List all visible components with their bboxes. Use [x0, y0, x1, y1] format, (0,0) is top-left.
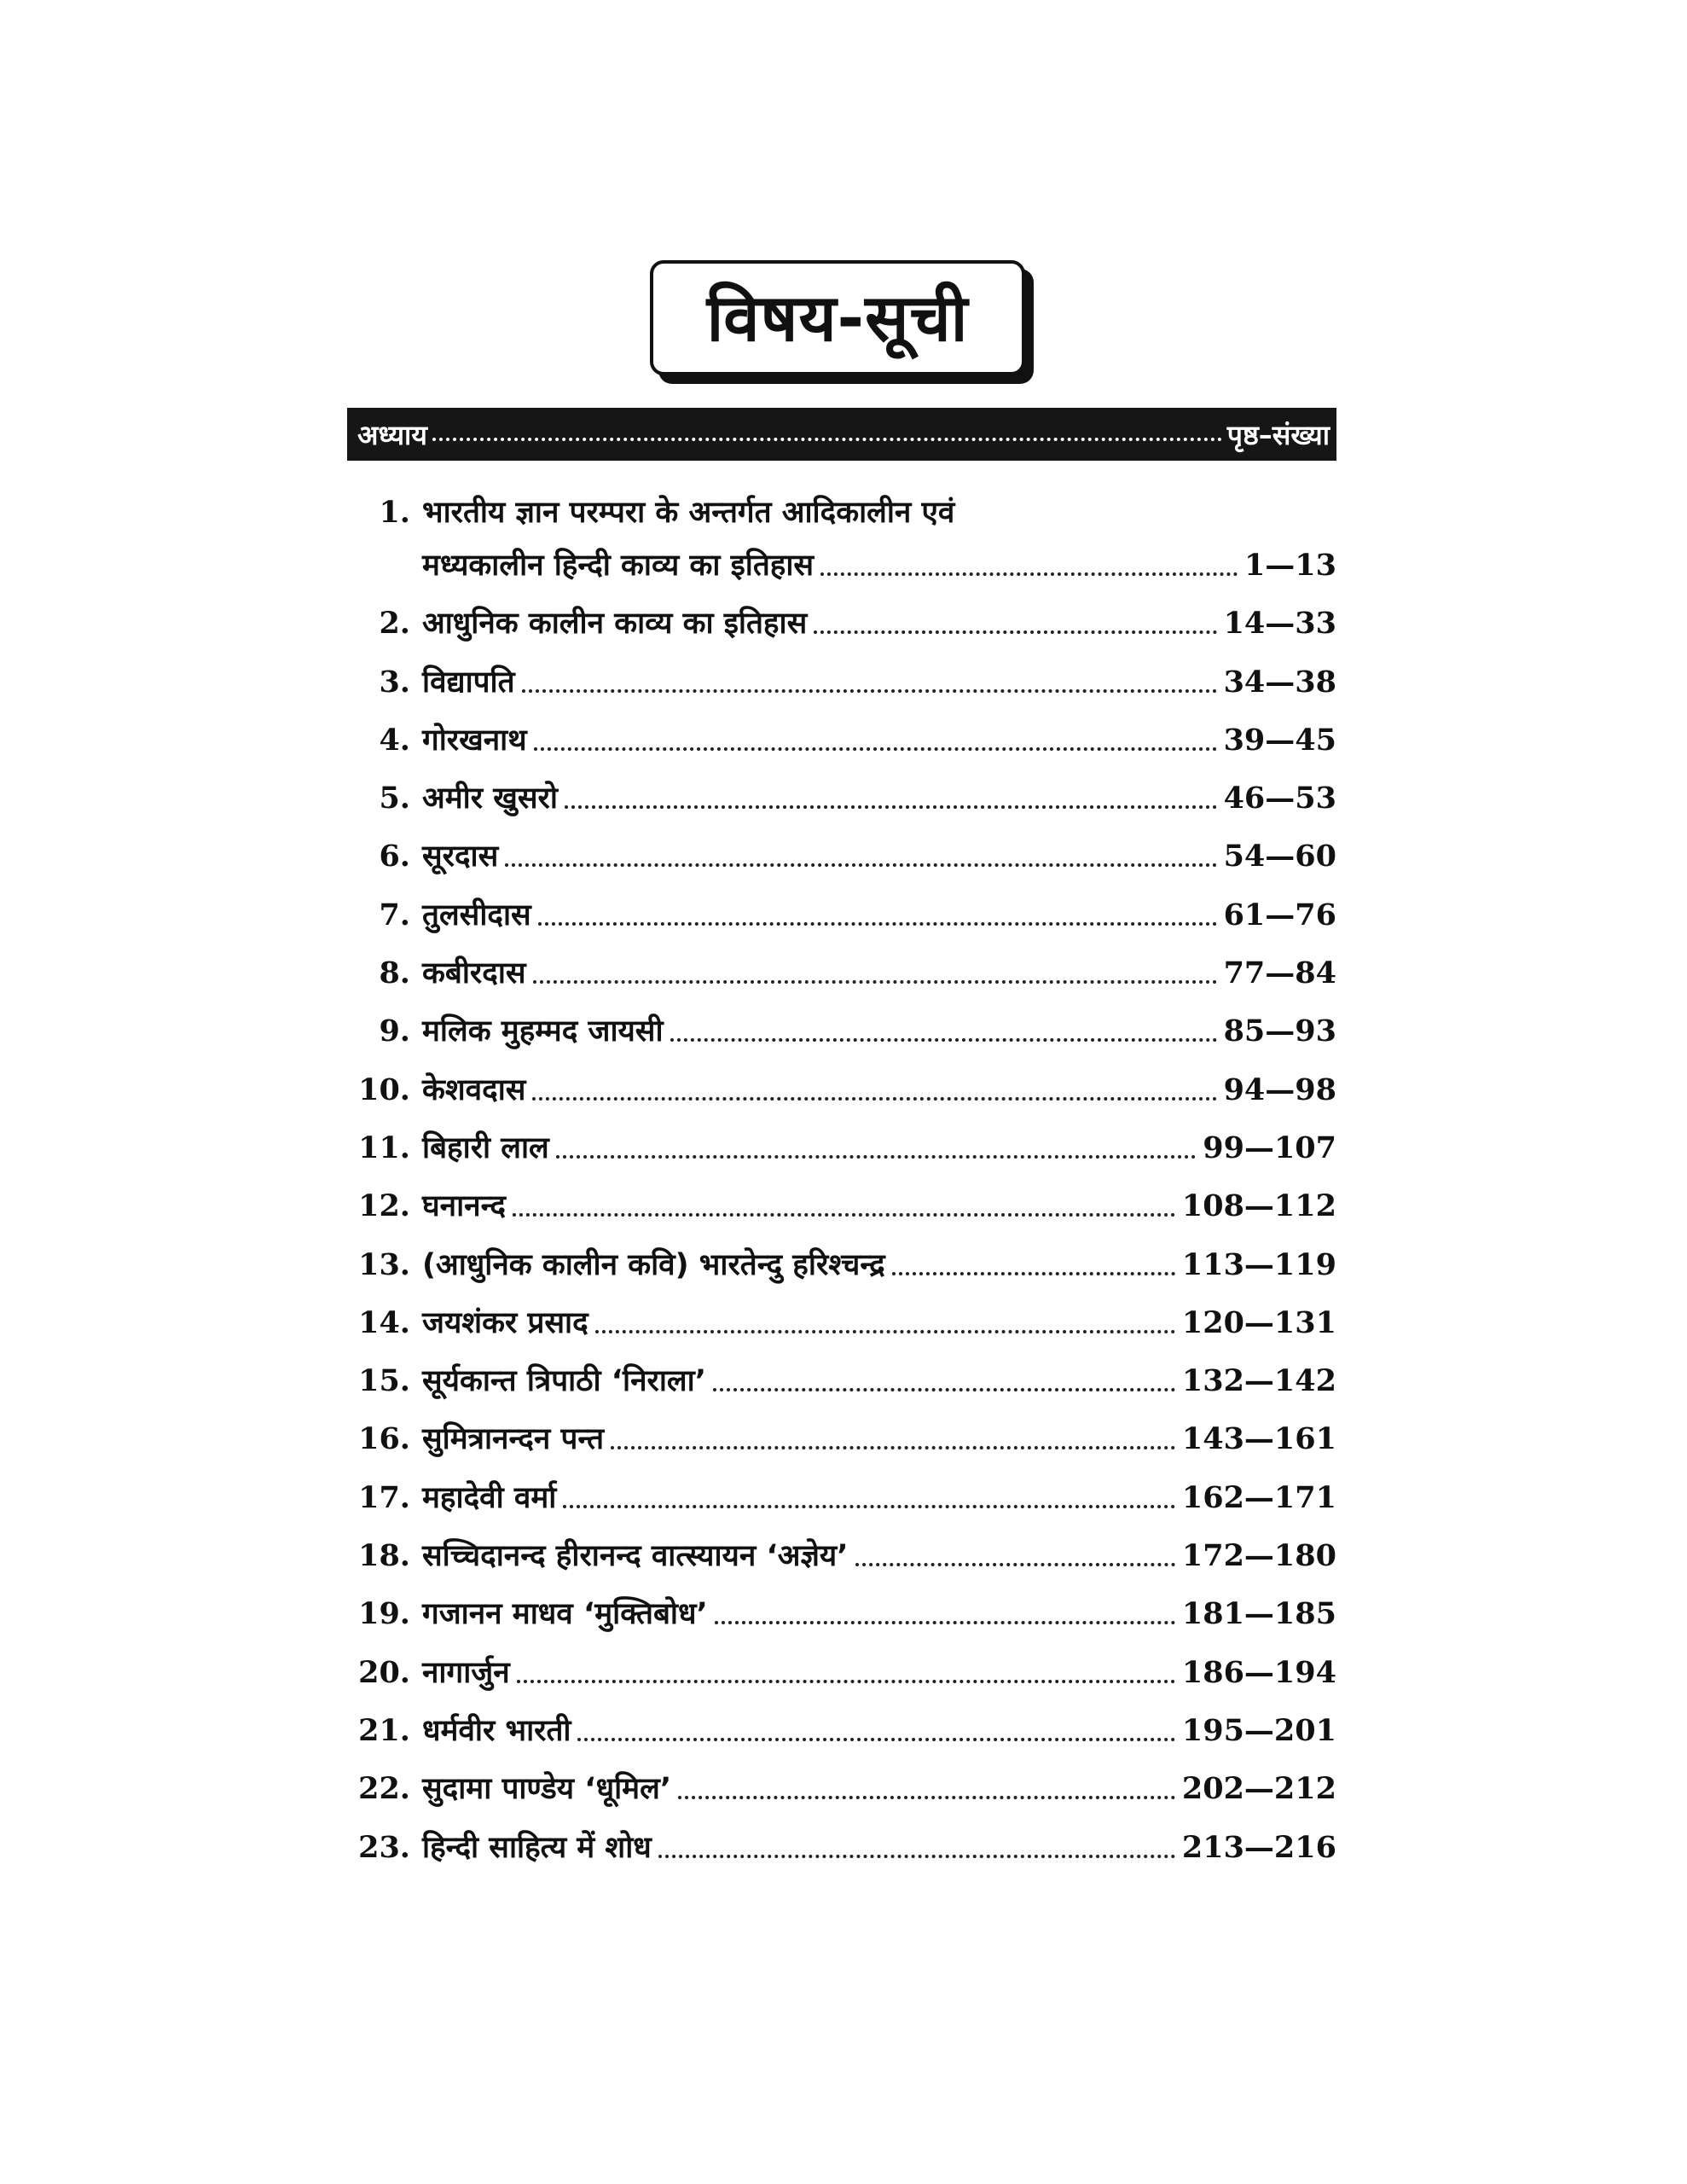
- toc-entry-pages: 39—45: [1223, 722, 1336, 758]
- toc-entry-pages: 195—201: [1181, 1712, 1336, 1748]
- toc-entry-pages: 108—112: [1181, 1188, 1336, 1224]
- toc-entry-title: नागार्जुन: [422, 1655, 510, 1690]
- title-box: [650, 260, 1025, 375]
- dot-leader: [814, 630, 1216, 634]
- toc-entry-pages: 34—38: [1223, 664, 1336, 700]
- toc-entry-title: सूर्यकान्त त्रिपाठी ‘निराला’: [422, 1364, 706, 1399]
- toc-entry-number: 7.: [379, 897, 410, 932]
- toc-entry-number: 9.: [379, 1014, 410, 1049]
- dot-leader: [678, 1796, 1175, 1799]
- toc-entry-pages: 162—171: [1181, 1479, 1336, 1515]
- page-title: विषय-सूची: [706, 279, 969, 356]
- toc-entry-pages: 14—33: [1223, 606, 1336, 642]
- dot-leader: [533, 980, 1217, 984]
- toc-entry-6: [347, 816, 1336, 874]
- toc-entry-title: सुमित्रानन्दन पन्त: [422, 1422, 605, 1457]
- header-chapter-label: अध्याय: [357, 418, 427, 451]
- dot-leader: [577, 1738, 1174, 1741]
- toc-entry-title: धर्मवीर भारती: [422, 1713, 571, 1748]
- toc-entry-title: अमीर खुसरो: [422, 781, 558, 816]
- toc-entry-title: जयशंकर प्रसाद: [422, 1305, 588, 1340]
- toc-entry-pages: 113—119: [1181, 1246, 1336, 1282]
- toc-entry-1: [347, 495, 1336, 584]
- toc-entry-18: [347, 1516, 1336, 1574]
- toc-entry-pages: 213—216: [1181, 1829, 1336, 1865]
- dot-leader: [532, 1097, 1216, 1101]
- toc-entry-title: आधुनिक कालीन काव्य का इतिहास: [422, 607, 808, 642]
- header-dot-leader: [432, 438, 1222, 441]
- toc-entry-17: [347, 1457, 1336, 1515]
- toc-entry-10: [347, 1049, 1336, 1107]
- toc-entry-23: [347, 1807, 1336, 1865]
- toc-entry-title: सच्चिदानन्द हीरानन्द वात्स्यायन ‘अज्ञेय’: [422, 1539, 849, 1574]
- toc-entry-title: गजानन माधव ‘मुक्तिबोध’: [422, 1597, 708, 1632]
- dot-leader: [855, 1563, 1175, 1566]
- toc-entry-number: 20.: [358, 1654, 410, 1690]
- toc-entry-title: हिन्दी साहित्य में शोध: [422, 1830, 652, 1865]
- toc-entry-number: 6.: [379, 839, 410, 874]
- toc-entry-title: मध्यकालीन हिन्दी काव्य का इतिहास: [422, 549, 815, 583]
- toc-entry-4: [347, 700, 1336, 758]
- toc-entry-number: 23.: [358, 1829, 410, 1865]
- dot-leader: [820, 572, 1238, 576]
- toc-entry-pages: 120—131: [1181, 1304, 1336, 1340]
- toc-entry-number: 5.: [379, 781, 410, 816]
- toc-entry-pages: 172—180: [1181, 1538, 1336, 1574]
- toc-entry-title: सुदामा पाण्डेय ‘धूमिल’: [422, 1772, 672, 1807]
- toc-entry-15: [347, 1341, 1336, 1399]
- toc-entry-number: 15.: [358, 1363, 410, 1399]
- toc-entry-title: कबीरदास: [422, 956, 526, 991]
- toc-entry-title-block: [422, 495, 1336, 584]
- toc-entry-20: [347, 1632, 1336, 1690]
- dot-leader: [505, 863, 1216, 867]
- toc-entry-number: 18.: [358, 1538, 410, 1574]
- header-page-label: पृष्ठ–संख्या: [1226, 418, 1330, 451]
- dot-leader: [556, 1155, 1196, 1159]
- toc-entry-14: [347, 1283, 1336, 1341]
- toc-entry-number: 10.: [358, 1072, 410, 1107]
- toc-entry-2: [347, 584, 1336, 642]
- toc-entry-number: 22.: [358, 1771, 410, 1807]
- toc-entry-5: [347, 758, 1336, 816]
- dot-leader: [595, 1330, 1175, 1333]
- dot-leader: [513, 1213, 1175, 1217]
- toc-entry-pages: 1—13: [1244, 548, 1336, 583]
- toc-entry-number: 8.: [379, 956, 410, 991]
- toc-entry-9: [347, 991, 1336, 1049]
- toc-entry-title: (आधुनिक कालीन कवि) भारतेन्दु हरिश्चन्द्र: [422, 1247, 885, 1282]
- toc-entry-pages: 46—53: [1223, 781, 1336, 816]
- toc-entry-title: सूरदास: [422, 839, 499, 874]
- toc-entry-7: [347, 874, 1336, 932]
- toc-entry-number: 3.: [379, 664, 410, 700]
- toc-entry-title: बिहारी लाल: [422, 1130, 549, 1165]
- toc-entry-19: [347, 1574, 1336, 1632]
- dot-leader: [517, 1680, 1175, 1683]
- toc-entry-11: [347, 1108, 1336, 1166]
- toc-entry-number: 13.: [358, 1246, 410, 1282]
- toc-entry-8: [347, 933, 1336, 991]
- toc-entry-title: महादेवी वर्मा: [422, 1480, 557, 1515]
- toc-entry-number: 2.: [379, 606, 410, 642]
- toc-entry-pages: 143—161: [1181, 1421, 1336, 1457]
- dot-leader: [522, 689, 1217, 693]
- toc-entry-title: केशवदास: [422, 1072, 526, 1107]
- toc-entry-16: [347, 1399, 1336, 1457]
- toc-entry-title: गोरखनाथ: [422, 723, 527, 758]
- toc-entry-number: 12.: [358, 1188, 410, 1224]
- dot-leader: [713, 1388, 1175, 1391]
- toc-entry-pages: 181—185: [1181, 1596, 1336, 1632]
- toc-entry-number: 4.: [379, 722, 410, 758]
- toc-entry-21: [347, 1691, 1336, 1749]
- toc-entry-number: 21.: [358, 1712, 410, 1748]
- toc-entry-title: घनानन्द: [422, 1189, 507, 1224]
- toc-entry-3: [347, 642, 1336, 700]
- dot-leader: [892, 1272, 1175, 1275]
- dot-leader: [563, 1505, 1175, 1508]
- dot-leader: [715, 1621, 1175, 1624]
- dot-leader: [670, 1038, 1217, 1042]
- dot-leader: [534, 747, 1217, 751]
- toc-entry-number: 1.: [379, 495, 410, 530]
- toc-entry-pages: 61—76: [1223, 897, 1336, 932]
- toc-entry-13: [347, 1224, 1336, 1282]
- toc-entry-pages: 54—60: [1223, 839, 1336, 874]
- toc-entry-pages: 132—142: [1181, 1363, 1336, 1399]
- toc-entry-number: 14.: [358, 1304, 410, 1340]
- toc-entry-number: 19.: [358, 1596, 410, 1632]
- dot-leader: [611, 1446, 1175, 1449]
- toc-entry-pages: 85—93: [1223, 1014, 1336, 1049]
- dot-leader: [658, 1855, 1175, 1858]
- toc-entry-number: 17.: [358, 1479, 410, 1515]
- toc-entry-title: मलिक मुहम्मद जायसी: [422, 1014, 664, 1049]
- toc-entry-pages: 202—212: [1181, 1771, 1336, 1807]
- toc-entry-12: [347, 1166, 1336, 1224]
- toc-entry-pages: 77—84: [1223, 956, 1336, 991]
- dot-leader: [538, 922, 1217, 926]
- toc-entry-title-line1: भारतीय ज्ञान परम्परा के अन्तर्गत आदिकालीन एवं: [422, 496, 955, 530]
- toc-entry-pages: 99—107: [1203, 1130, 1336, 1165]
- toc-entry-pages: 186—194: [1181, 1654, 1336, 1690]
- toc-list: [347, 495, 1336, 1866]
- toc-header-bar: [347, 408, 1336, 461]
- toc-entry-line2: [422, 548, 1336, 584]
- toc-entry-title: विद्यापति: [422, 665, 515, 700]
- toc-entry-pages: 94—98: [1223, 1072, 1336, 1107]
- toc-entry-title: तुलसीदास: [422, 897, 531, 932]
- toc-entry-number: 16.: [358, 1421, 410, 1457]
- dot-leader: [565, 805, 1217, 809]
- toc-entry-number: 11.: [358, 1130, 410, 1165]
- toc-entry-22: [347, 1749, 1336, 1807]
